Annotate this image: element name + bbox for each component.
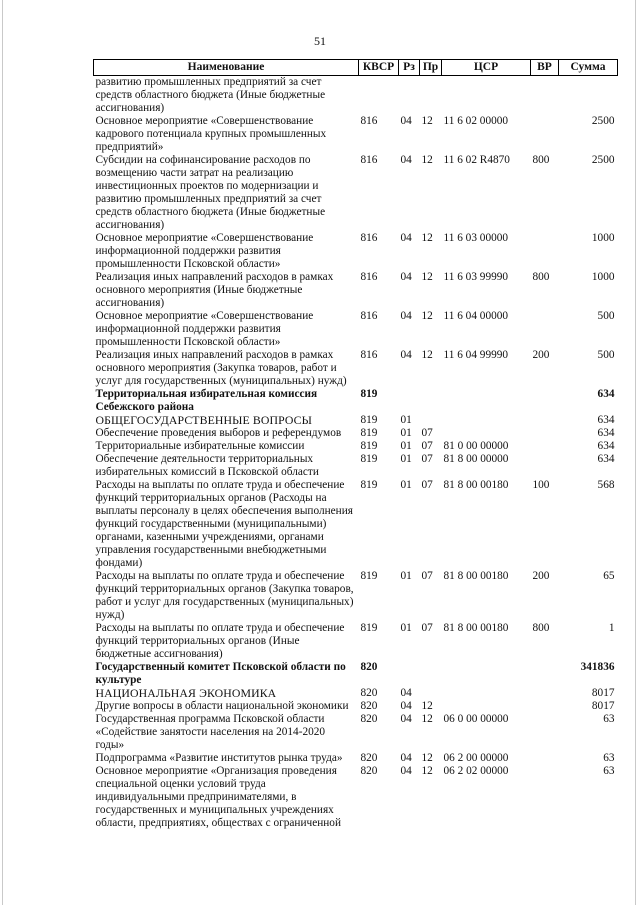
cell-csr: 06 2 02 00000 xyxy=(443,765,509,777)
cell-sum: 63 xyxy=(603,752,615,764)
cell-vr xyxy=(531,713,559,752)
cell-rz: 04 xyxy=(400,687,412,699)
cell-vr xyxy=(531,427,559,440)
cell-rz: 01 xyxy=(400,622,412,634)
cell-kvsr: 816 xyxy=(360,232,378,244)
cell-vr xyxy=(531,765,559,830)
cell-csr: 81 8 00 00180 xyxy=(443,479,509,491)
cell-vr: 800 xyxy=(532,271,550,283)
cell-csr: 81 8 00 00000 xyxy=(443,453,509,465)
cell-name: Реализация иных направлений расходов в рамках основного мероприятия (Иные бюджетные ассигнования) xyxy=(95,271,334,309)
cell-kvsr: 820 xyxy=(360,687,378,699)
cell-pr xyxy=(420,687,442,700)
cell-sum xyxy=(559,76,618,116)
cell-sum: 8017 xyxy=(591,700,615,712)
cell-vr: 800 xyxy=(532,154,550,166)
header-kvsr: КВСР xyxy=(359,60,399,76)
table-row xyxy=(94,570,618,622)
cell-pr: 07 xyxy=(421,453,433,465)
cell-kvsr: 820 xyxy=(360,765,378,777)
cell-pr: 07 xyxy=(421,427,433,439)
cell-pr: 12 xyxy=(421,115,433,127)
cell-name: Государственная программа Псковской области «Содействие занятости населения на 2014-2020 годы» xyxy=(95,713,326,751)
cell-pr: 12 xyxy=(421,310,433,322)
cell-sum: 341836 xyxy=(580,661,615,673)
cell-name: Расходы на выплаты по оплате труда и обеспечение функций территориальных органов (Закупка товаров, работ и услуг для государственных (муниципальных) нужд) xyxy=(95,570,354,621)
table-row xyxy=(94,713,618,752)
cell-name: Территориальная избирательная комиссия Себежского района xyxy=(95,388,318,413)
cell-csr xyxy=(442,388,531,414)
table-header xyxy=(94,60,618,76)
cell-csr: 81 8 00 00180 xyxy=(443,570,509,582)
cell-kvsr: 819 xyxy=(360,453,378,465)
cell-kvsr: 819 xyxy=(360,388,378,400)
cell-csr: 81 0 00 00000 xyxy=(443,440,509,452)
cell-sum: 500 xyxy=(597,349,615,361)
table-row xyxy=(94,414,618,427)
cell-vr xyxy=(531,687,559,700)
table-row xyxy=(94,700,618,713)
cell-pr: 12 xyxy=(421,700,433,712)
table-row xyxy=(94,271,618,310)
cell-vr: 800 xyxy=(532,622,550,634)
cell-name: Подпрограмма «Развитие институтов рынка труда» xyxy=(95,752,343,764)
cell-rz: 01 xyxy=(400,453,412,465)
cell-vr xyxy=(531,440,559,453)
cell-sum: 1 xyxy=(608,622,615,634)
cell-rz: 04 xyxy=(400,115,412,127)
cell-rz xyxy=(399,661,420,687)
cell-kvsr: 820 xyxy=(360,752,378,764)
cell-name: Субсидии на софинансирование расходов по возмещению части затрат на реализацию инвестиционных проектов по модернизации и развитию промышленных предприятий за счет средств областного бюджета (Иные бюджетные ассигнования) xyxy=(95,154,326,231)
table-row xyxy=(94,154,618,232)
cell-vr xyxy=(531,388,559,414)
cell-sum: 63 xyxy=(603,713,615,725)
cell-name: Обеспечение деятельности территориальных избирательных комиссий в Псковской области xyxy=(95,453,319,478)
cell-kvsr: 820 xyxy=(360,713,378,725)
cell-vr xyxy=(531,310,559,349)
table-row xyxy=(94,115,618,154)
cell-pr xyxy=(420,76,442,116)
cell-name: Основное мероприятие «Совершенствование кадрового потенциала крупных промышленных предприятий» xyxy=(95,115,327,153)
cell-csr: 11 6 03 99990 xyxy=(443,271,509,283)
cell-kvsr: 816 xyxy=(360,271,378,283)
cell-vr xyxy=(531,453,559,479)
cell-name: НАЦИОНАЛЬНАЯ ЭКОНОМИКА xyxy=(95,686,277,700)
cell-csr xyxy=(442,76,531,116)
cell-rz: 04 xyxy=(400,154,412,166)
cell-csr xyxy=(442,687,531,700)
cell-vr xyxy=(531,414,559,427)
table-row xyxy=(94,232,618,271)
cell-vr xyxy=(531,115,559,154)
cell-name: Основное мероприятие «Совершенствование информационной поддержки развития промышленности Псковской области» xyxy=(95,310,314,348)
budget-table xyxy=(93,59,618,830)
cell-rz xyxy=(399,388,420,414)
table-row xyxy=(94,661,618,687)
cell-sum: 63 xyxy=(603,765,615,777)
cell-rz: 04 xyxy=(400,765,412,777)
cell-vr xyxy=(531,232,559,271)
cell-pr: 12 xyxy=(421,232,433,244)
cell-rz: 01 xyxy=(400,479,412,491)
header-rz: Рз xyxy=(399,60,420,76)
cell-pr: 12 xyxy=(421,271,433,283)
cell-pr: 12 xyxy=(421,765,433,777)
cell-kvsr xyxy=(359,76,399,116)
cell-rz: 01 xyxy=(400,414,412,426)
cell-kvsr: 816 xyxy=(360,154,378,166)
table-row xyxy=(94,622,618,661)
cell-pr: 07 xyxy=(421,622,433,634)
cell-rz: 04 xyxy=(400,700,412,712)
cell-kvsr: 819 xyxy=(360,440,378,452)
header-sum: Сумма xyxy=(559,60,618,76)
cell-sum: 634 xyxy=(597,440,615,452)
cell-sum: 2500 xyxy=(591,115,615,127)
table-body xyxy=(94,76,618,831)
cell-csr: 06 2 00 00000 xyxy=(443,752,509,764)
cell-vr: 100 xyxy=(532,479,550,491)
cell-sum: 8017 xyxy=(591,687,615,699)
cell-csr: 06 0 00 00000 xyxy=(443,713,509,725)
cell-pr xyxy=(420,414,442,427)
cell-name: Другие вопросы в области национальной экономики xyxy=(95,700,349,712)
header-pr: Пр xyxy=(420,60,442,76)
cell-csr xyxy=(442,414,531,427)
cell-csr: 11 6 04 00000 xyxy=(443,310,509,322)
cell-kvsr: 819 xyxy=(360,479,378,491)
cell-sum: 1000 xyxy=(591,271,615,283)
cell-kvsr: 816 xyxy=(360,349,378,361)
table-row xyxy=(94,479,618,570)
cell-kvsr: 819 xyxy=(360,414,378,426)
cell-name: развитию промышленных предприятий за счет средств областного бюджета (Иные бюджетные ассигнования) xyxy=(95,76,326,114)
cell-pr: 07 xyxy=(421,440,433,452)
cell-vr: 200 xyxy=(532,349,550,361)
cell-kvsr: 820 xyxy=(360,700,378,712)
table-row xyxy=(94,687,618,700)
cell-pr: 12 xyxy=(421,752,433,764)
cell-sum: 500 xyxy=(597,310,615,322)
header-csr: ЦСР xyxy=(442,60,531,76)
cell-pr xyxy=(420,388,442,414)
cell-rz: 01 xyxy=(400,440,412,452)
cell-sum: 634 xyxy=(597,427,615,439)
header-name: Наименование xyxy=(94,60,359,76)
table-row xyxy=(94,752,618,765)
table-row xyxy=(94,349,618,388)
cell-rz xyxy=(399,76,420,116)
cell-rz: 04 xyxy=(400,713,412,725)
table-row xyxy=(94,440,618,453)
header-vr: ВР xyxy=(531,60,559,76)
cell-csr xyxy=(442,700,531,713)
cell-sum: 634 xyxy=(597,453,615,465)
cell-csr: 11 6 03 00000 xyxy=(443,232,509,244)
cell-vr xyxy=(531,700,559,713)
table-row xyxy=(94,427,618,440)
cell-kvsr: 816 xyxy=(360,310,378,322)
cell-vr: 200 xyxy=(532,570,550,582)
cell-pr xyxy=(420,661,442,687)
cell-vr xyxy=(531,661,559,687)
cell-pr: 12 xyxy=(421,349,433,361)
cell-pr: 07 xyxy=(421,479,433,491)
header-row xyxy=(94,60,618,76)
cell-sum: 65 xyxy=(603,570,615,582)
cell-csr xyxy=(442,427,531,440)
table-row xyxy=(94,310,618,349)
cell-rz: 04 xyxy=(400,310,412,322)
cell-sum: 634 xyxy=(597,388,615,400)
cell-sum: 634 xyxy=(597,414,615,426)
cell-csr: 11 6 02 R4870 xyxy=(443,154,510,166)
cell-rz: 01 xyxy=(400,570,412,582)
cell-rz: 04 xyxy=(400,271,412,283)
table-row xyxy=(94,765,618,830)
scan-edge-right xyxy=(635,0,636,905)
cell-kvsr: 820 xyxy=(360,661,378,673)
cell-kvsr: 816 xyxy=(360,115,378,127)
page-number: 51 xyxy=(314,34,326,48)
cell-vr xyxy=(531,752,559,765)
cell-pr: 07 xyxy=(421,570,433,582)
cell-vr xyxy=(531,76,559,116)
cell-rz: 01 xyxy=(400,427,412,439)
table-row xyxy=(94,453,618,479)
cell-csr: 81 8 00 00180 xyxy=(443,622,509,634)
cell-kvsr: 819 xyxy=(360,622,378,634)
cell-rz: 04 xyxy=(400,232,412,244)
table-row xyxy=(94,76,618,116)
cell-sum: 2500 xyxy=(591,154,615,166)
cell-name: Расходы на выплаты по оплате труда и обеспечение функций территориальных органов (Иные бюджетные ассигнования) xyxy=(95,622,345,660)
cell-pr: 12 xyxy=(421,154,433,166)
cell-name: Обеспечение проведения выборов и референдумов xyxy=(95,427,342,439)
cell-rz: 04 xyxy=(400,349,412,361)
cell-csr xyxy=(442,661,531,687)
table-row xyxy=(94,388,618,414)
cell-name: Реализация иных направлений расходов в рамках основного мероприятия (Закупка товаров, работ и услуг для государственных (муниципальных) нужд) xyxy=(95,349,347,387)
scan-edge-left xyxy=(2,0,3,905)
cell-kvsr: 819 xyxy=(360,570,378,582)
cell-csr: 11 6 02 00000 xyxy=(443,115,509,127)
cell-name: Основное мероприятие «Совершенствование информационной поддержки развития промышленности Псковской области» xyxy=(95,232,314,270)
cell-name: Территориальные избирательные комиссии xyxy=(95,440,305,452)
cell-sum: 568 xyxy=(597,479,615,491)
cell-name: Основное мероприятие «Организация проведения специальной оценки условий труда индивидуальными предпринимателями, в государственных и муниципальных учреждениях области, предприятиях, обществах с ограниченной xyxy=(95,765,341,829)
cell-name: Государственный комитет Псковской области по культуре xyxy=(95,661,346,686)
cell-sum: 1000 xyxy=(591,232,615,244)
cell-rz: 04 xyxy=(400,752,412,764)
cell-name: ОБЩЕГОСУДАРСТВЕННЫЕ ВОПРОСЫ xyxy=(95,413,312,427)
cell-csr: 11 6 04 99990 xyxy=(443,349,509,361)
cell-name: Расходы на выплаты по оплате труда и обеспечение функций территориальных органов (Расходы на выплаты персоналу в целях обеспечения выполнения функций государственными (муниципальными) органами, казенными учреждениями, органами управления государственными внебюджетными фондами) xyxy=(95,479,353,569)
cell-kvsr: 819 xyxy=(360,427,378,439)
cell-pr: 12 xyxy=(421,713,433,725)
